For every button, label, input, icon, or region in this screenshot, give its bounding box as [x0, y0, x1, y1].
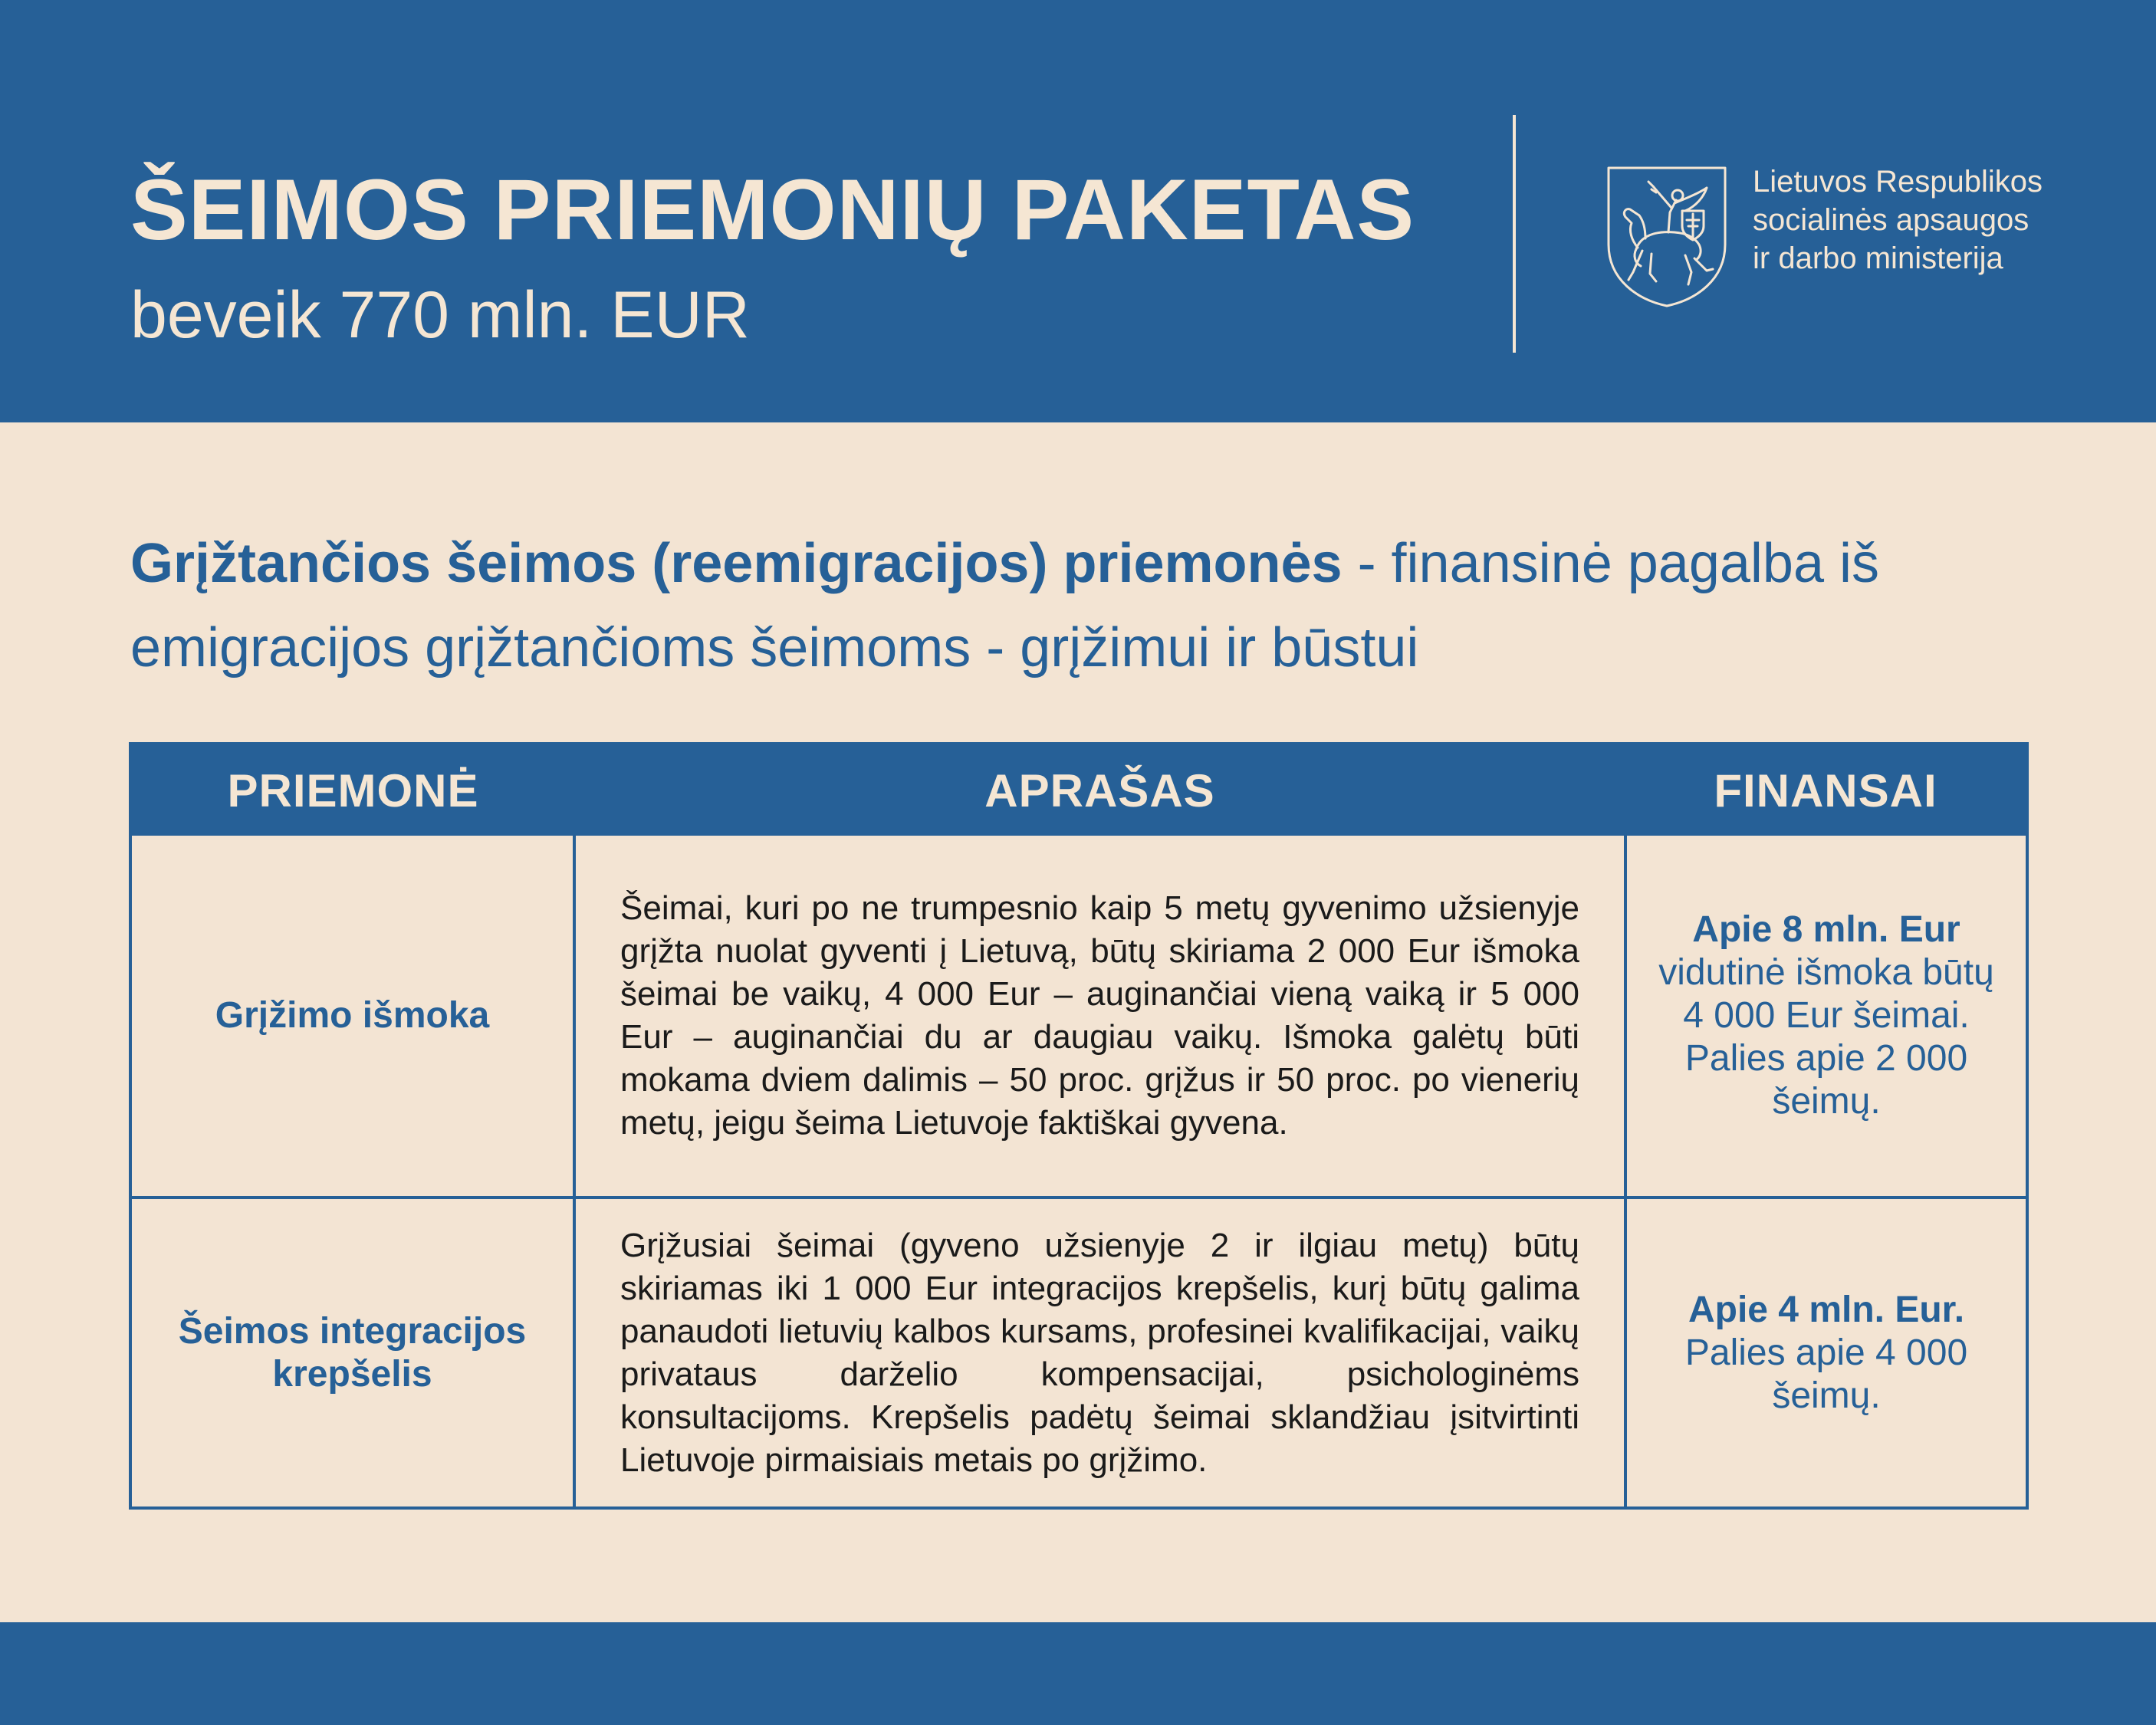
measure-description: Šeimai, kuri po ne trumpesnio kaip 5 metų gyvenimo užsienyje grįžta nuolat gyventi į Lietuvą, būtų skiriama 2 000 Eur išmoka šeimai be vaikų, 4 000 Eur – auginančiai vieną vaiką ir 5 000 Eur – auginančiai du ar daugiau vaikų. Išmoka galėtų būti mokama dviem dalimis – 50 proc. grįžus ir 50 proc. po vienerių metų, jeigu šeima Lietuvoje faktiškai gyvena.	[620, 889, 1579, 1142]
table-row-1-finance	[1627, 836, 2026, 1196]
footer-band	[0, 1622, 2156, 1725]
ministry-line: ir darbo ministerija	[1753, 242, 2003, 275]
section-heading-rest: - finansinė pagalba iš emigracijos grįžtančioms šeimoms - grįžimui ir būstui	[130, 533, 1880, 678]
table-row-2-description	[576, 1199, 1624, 1506]
lithuanian-coat-of-arms-icon	[1605, 165, 1728, 309]
measures-table	[129, 742, 2029, 1510]
table-header	[132, 745, 2026, 836]
column-header-description: APRAŠAS	[984, 764, 1215, 816]
measure-name: Šeimos integracijos krepšelis	[178, 1310, 527, 1395]
column-header-measure: PRIEMONĖ	[227, 764, 479, 816]
ministry-name	[1753, 163, 2043, 278]
table-row-1-description	[576, 836, 1624, 1196]
ministry-line: socialinės apsaugos	[1753, 203, 2029, 237]
table-row-2-finance	[1627, 1199, 2026, 1506]
page-title: ŠEIMOS PRIEMONIŲ PAKETAS	[130, 162, 1415, 258]
finance-details: vidutinė išmoka būtų 4 000 Eur šeimai. Palies apie 2 000 šeimų.	[1658, 952, 1994, 1122]
header-divider	[1513, 115, 1516, 353]
column-header-finance: FINANSAI	[1714, 764, 1937, 816]
measure-name: Grįžimo išmoka	[215, 995, 490, 1036]
section-heading-bold: Grįžtančios šeimos (reemigracijos) priemonės	[130, 533, 1343, 594]
finance-amount: Apie 8 mln. Eur	[1692, 909, 1960, 950]
header-band	[0, 0, 2156, 422]
section-heading	[130, 521, 2032, 690]
finance-amount: Apie 4 mln. Eur.	[1688, 1289, 1965, 1330]
measure-description: Grįžusiai šeimai (gyveno užsienyje 2 ir ilgiau metų) būtų skiriamas iki 1 000 Eur integracijos krepšelis, kurį būtų galima panaudoti lietuvių kalbos kursams, profesinei kvalifikacijai, vaikų privataus darželio kompensacijai, psichologinėms konsultacijoms. Krepšelis padėtų šeimai sklandžiau įsitvirtinti Lietuvoje pirmaisiais metais po grįžimo.	[620, 1226, 1579, 1479]
finance-details: Palies apie 4 000 šeimų.	[1684, 1332, 1968, 1416]
table-row-2-measure	[132, 1199, 573, 1506]
page-subtitle: beveik 770 mln. EUR	[130, 278, 750, 352]
ministry-line: Lietuvos Respublikos	[1753, 165, 2043, 199]
table-row-1-measure	[132, 836, 573, 1196]
